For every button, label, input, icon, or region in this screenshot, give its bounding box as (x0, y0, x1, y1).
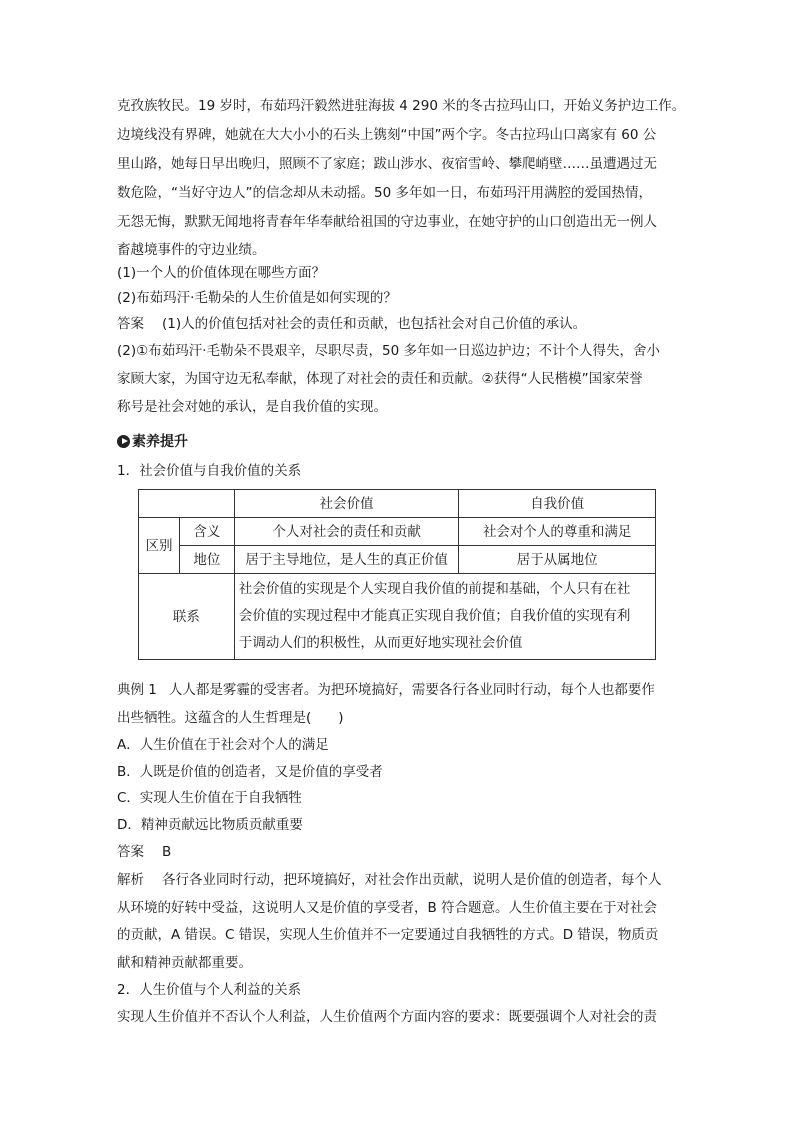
intro-line-5: 无怨无悔，默默无闻地将青春年华奉献给祖国的守边事业，在她守护的山口创造出无一例人 (117, 214, 657, 230)
table-header-self: 自我价值 (459, 490, 656, 518)
intro-line-2: 边境线没有界碑，她就在大大小小的石头上镌刻“中国”两个字。冬古拉玛山口离家有 60 公 (117, 127, 657, 143)
table-row (139, 546, 656, 574)
answer-2-line-1: (2)①布茹玛汗·毛勒朵不畏艰辛，尽职尽责，50 多年如一日巡边护边；不计个人得失，舍小 (117, 343, 660, 359)
table-corner-cell (139, 490, 235, 518)
table-cell: 居于主导地位，是人生的真正价值 (234, 546, 459, 574)
analysis-line-2: 从环境的好转中受益，这说明人又是价值的享受者，B 符合题意。人生价值主要在于对社会 (117, 900, 658, 916)
table-link-label: 联系 (139, 574, 235, 660)
intro-line-4: 数危险，“当好守边人”的信念却从未动摇。50 多年如一日，布茹玛汗用满腔的爱国热情， (117, 185, 652, 201)
heading-1: 1．社会价值与自我价值的关系 (117, 463, 302, 479)
example-stem-text-1: 人人都是雾霾的受害者。为把环境搞好，需要各行各业同时行动，每个人也都要作 (168, 682, 655, 698)
option-b: B．人既是价值的创造者，又是价值的享受者 (117, 764, 383, 780)
table-row-label: 地位 (179, 546, 234, 574)
question-1: (1)一个人的价值体现在哪些方面？ (117, 265, 326, 281)
table-link-line-3: 于调动人们的积极性，从而更好地实现社会价值 (238, 635, 523, 651)
table-group-label: 区别 (139, 518, 180, 574)
table-row (139, 574, 656, 660)
answer-1: (1)人的价值包括对社会的责任和贡献，也包括社会对自己价值的承认。 (162, 316, 587, 332)
heading-2: 2．人生价值与个人利益的关系 (117, 982, 302, 998)
example-answer-label: 答案 (117, 844, 144, 860)
question-2: (2)布茹玛汗·毛勒朵的人生价值是如何实现的？ (117, 290, 397, 306)
analysis-text-1: 各行各业同时行动，把环境搞好，对社会作出贡献，说明人是价值的创造者，每个人 (162, 872, 662, 888)
table-header-social: 社会价值 (234, 490, 459, 518)
intro-line-1: 克孜族牧民。19 岁时，布茹玛汗毅然进驻海拔 4 290 米的冬古拉玛山口，开始义务护边工作。 (117, 98, 686, 114)
table-row (139, 518, 656, 546)
play-circle-icon (117, 435, 130, 448)
example-label: 典例 1 (117, 682, 157, 698)
table-link-cell (234, 574, 655, 660)
table-link-line-1: 社会价值的实现是个人实现自我价值的前提和基础，个人只有在社 (238, 581, 631, 597)
table-link-line-2: 会价值的实现过程中才能真正实现自我价值；自我价值的实现有利 (238, 608, 631, 624)
table-row-label: 含义 (179, 518, 234, 546)
value-relation-table (138, 489, 656, 660)
closing-line: 实现人生价值并不否认个人利益，人生价值两个方面内容的要求：既要强调个人对社会的责 (117, 1009, 657, 1025)
table-cell: 个人对社会的责任和贡献 (234, 518, 459, 546)
analysis-line-4: 献和精神贡献都重要。 (117, 955, 252, 971)
intro-line-3: 里山路，她每日早出晚归，照顾不了家庭；跋山涉水、夜宿雪岭、攀爬峭壁……虽遭遇过无 (117, 156, 657, 172)
intro-line-6: 畜越境事件的守边业绩。 (117, 242, 266, 258)
table-header-row (139, 490, 656, 518)
option-d: D．精神贡献远比物质贡献重要 (117, 817, 303, 833)
section-heading (117, 432, 188, 452)
analysis-label: 解析 (117, 872, 144, 888)
analysis-line-1 (117, 870, 662, 890)
answer-label: 答案 (117, 316, 144, 332)
example-answer-value: B (162, 844, 172, 860)
example-answer (117, 842, 171, 862)
table-cell: 居于从属地位 (459, 546, 656, 574)
option-a: A．人生价值在于社会对个人的满足 (117, 737, 329, 753)
example-stem-line-2: 出些牺牲。这蕴含的人生哲理是( ) (117, 710, 344, 726)
option-c: C．实现人生价值在于自我牺牲 (117, 790, 302, 806)
answer-row-1 (117, 314, 586, 334)
answer-2-line-3: 称号是社会对她的承认，是自我价值的实现。 (117, 399, 387, 415)
example-stem-line-1 (117, 680, 655, 700)
analysis-line-3: 的贡献，A 错误。C 错误，实现人生价值并不一定要通过自我牺牲的方式。D 错误，物质贡 (117, 927, 659, 943)
answer-2-line-2: 家顾大家，为国守边无私奉献，体现了对社会的责任和贡献。②获得“人民楷模”国家荣誉 (117, 371, 643, 387)
section-title: 素养提升 (132, 434, 188, 450)
table-cell: 社会对个人的尊重和满足 (459, 518, 656, 546)
